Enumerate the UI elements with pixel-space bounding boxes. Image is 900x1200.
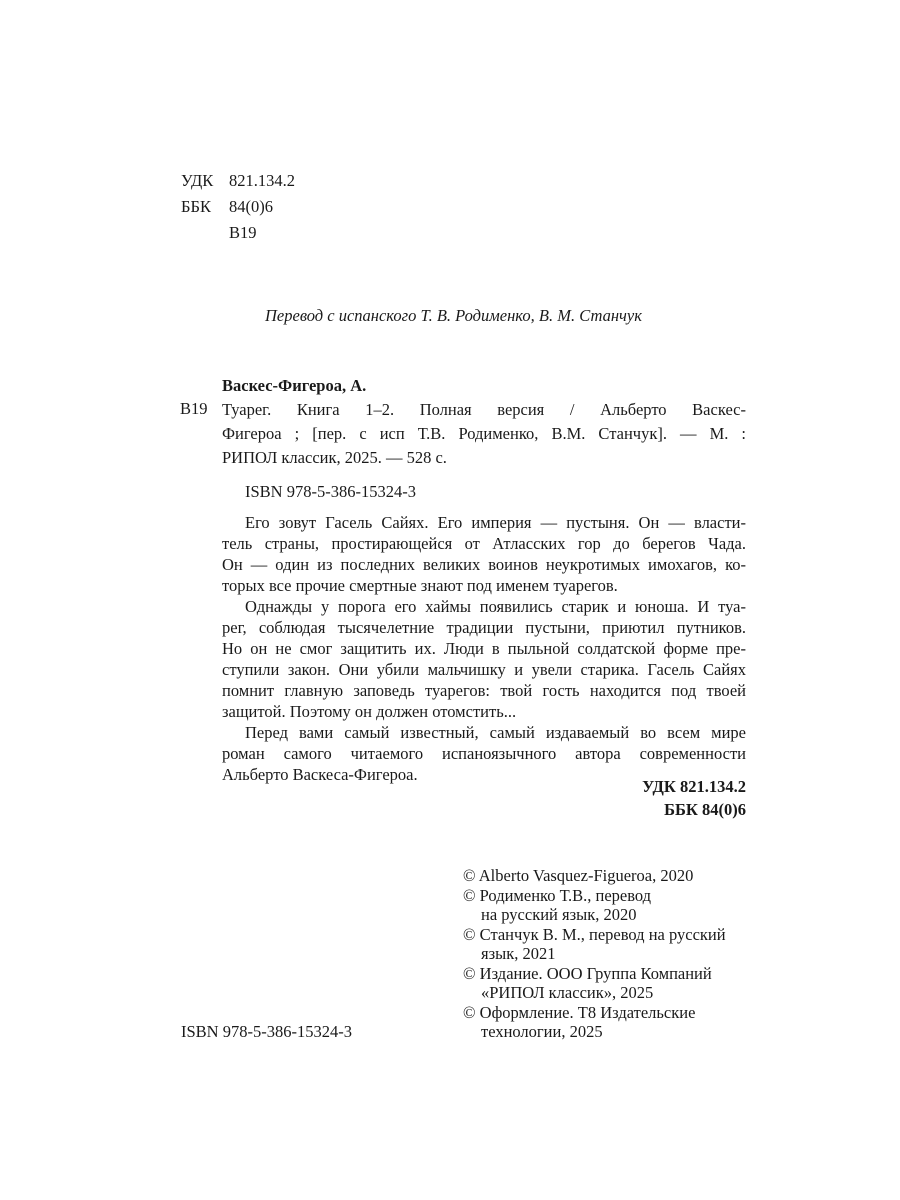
copyright-line: © Оформление. Т8 Издательские <box>463 1002 696 1022</box>
classification-bbk: ББК 84(0)6 <box>664 800 746 819</box>
annotation-line: Но он не смог защитить их. Люди в пыльной солдатской форме пре- <box>222 639 746 658</box>
annotation <box>222 512 746 785</box>
copyright-line: © Родименко Т.В., перевод <box>463 885 652 905</box>
bbk-value: 84(0)6 <box>229 197 273 216</box>
annotation-line: Он — один из последних великих воинов неукротимых имохагов, ко- <box>222 555 746 574</box>
footer-isbn: ISBN 978-5-386-15324-3 <box>181 1022 352 1041</box>
annotation-line: Перед вами самый известный, самый издаваемый во всем мире <box>245 723 746 742</box>
annotation-line: защитой. Поэтому он должен отомстить... <box>222 702 517 721</box>
copyright-block <box>463 866 753 1042</box>
bib-isbn: ISBN 978-5-386-15324-3 <box>245 482 416 501</box>
copyright-line: «РИПОЛ классик», 2025 <box>481 983 654 1002</box>
annotation-line: ступили закон. Они убили мальчишку и увели старика. Гасель Сайях <box>222 660 746 679</box>
copyright-line: © Станчук В. М., перевод на русский <box>463 924 726 944</box>
bib-row <box>180 398 746 470</box>
annotation-paragraph-2 <box>222 596 746 722</box>
copyright-line: © Издание. ООО Группа Компаний <box>463 963 712 983</box>
bbk-row <box>181 194 295 220</box>
bib-code: В19 <box>180 399 208 418</box>
bibliographic-entry <box>180 374 746 504</box>
author-mark: В19 <box>229 223 257 242</box>
udk-label: УДК <box>181 171 214 190</box>
classification-codes <box>642 775 746 821</box>
author-mark-row <box>181 220 295 246</box>
copyright-line: © Alberto Vasquez-Figueroa, 2020 <box>463 866 694 885</box>
copyright-item <box>463 964 753 1003</box>
annotation-line: рег, соблюдая тысячелетние традиции пустыни, приютил путников. <box>222 618 746 637</box>
copyright-line: технологии, 2025 <box>481 1022 603 1041</box>
bib-description-line: РИПОЛ классик, 2025. — 528 с. <box>222 448 447 467</box>
annotation-line: Однажды у порога его хаймы появились старик и юноша. И туа- <box>245 597 746 616</box>
annotation-line: Его зовут Гасель Сайях. Его империя — пустыня. Он — власти- <box>245 513 746 532</box>
annotation-line: тель страны, простирающейся от Атласских гор до берегов Чада. <box>222 534 746 553</box>
annotation-line: торых все прочие смертные знают под именем туарегов. <box>222 576 618 595</box>
annotation-line: Альберто Васкеса-Фигероа. <box>222 765 418 784</box>
udk-row <box>181 168 295 194</box>
bbk-label: ББК <box>181 197 211 216</box>
bib-author: Васкес-Фигероа, А. <box>222 376 367 395</box>
bib-description <box>222 398 746 470</box>
udk-value: 821.134.2 <box>229 171 295 190</box>
copyright-item <box>463 886 753 925</box>
translator-note: Перевод с испанского Т. В. Родименко, В. М. Станчук <box>265 306 642 325</box>
annotation-line: помнит главную заповедь туарегов: твой гость находится под твоей <box>222 681 746 700</box>
copyright-item <box>463 1003 753 1042</box>
bib-description-line: Фигероа ; [пер. с исп Т.В. Родименко, В.М. Станчук]. — М. : <box>222 424 746 443</box>
copyright-item <box>463 866 753 886</box>
classification-udk: УДК 821.134.2 <box>642 777 746 796</box>
copyright-line: язык, 2021 <box>481 944 556 963</box>
bib-description-line: Туарег. Книга 1–2. Полная версия / Альберто Васкес- <box>222 400 746 419</box>
copyright-item <box>463 925 753 964</box>
copyright-line: на русский язык, 2020 <box>481 905 637 924</box>
index-block <box>181 168 295 246</box>
annotation-line: роман самого читаемого испаноязычного автора современности <box>222 744 746 763</box>
annotation-paragraph-1 <box>222 512 746 596</box>
